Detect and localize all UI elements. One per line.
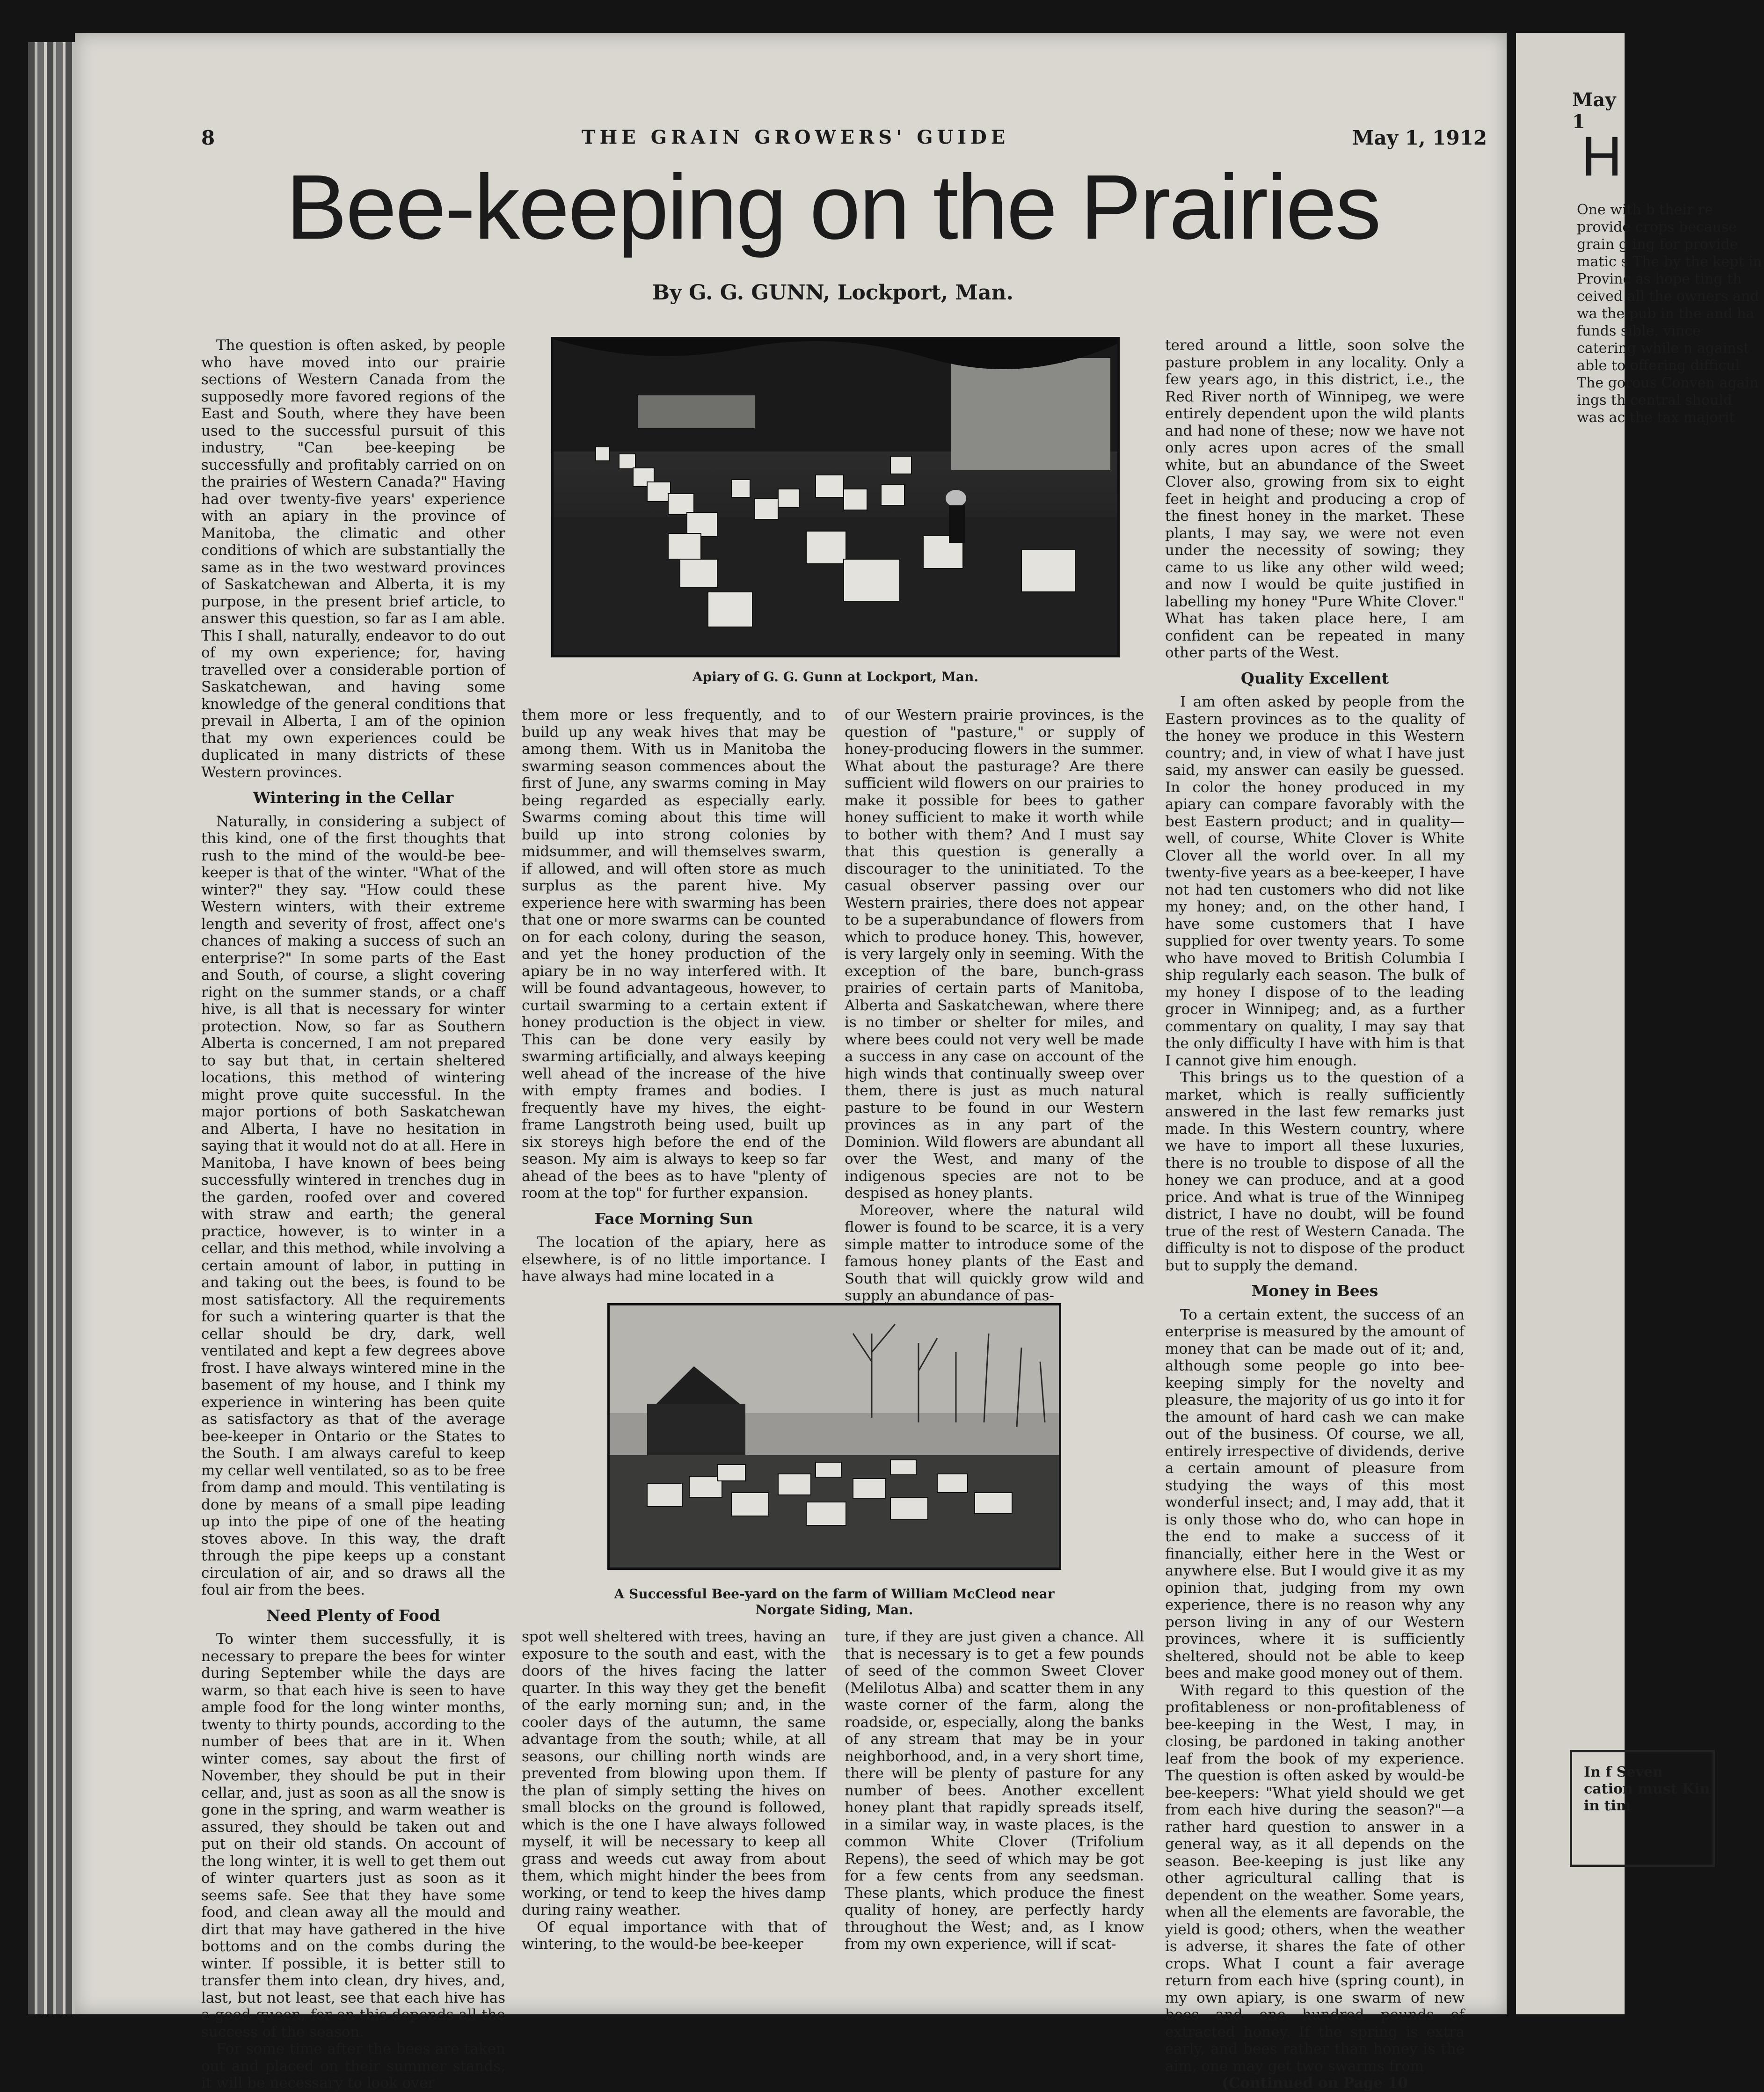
article-title: Bee-keeping on the Prairies <box>286 156 1380 258</box>
facing-page-edge <box>1516 33 1762 2014</box>
paragraph: Naturally, in considering a subject of this kind, one of the first thoughts that rush to the mind of the would-be bee-keeper is that of the winter. "What of the winter?" they say. "How could these Western winters, with their extreme length and severity of frost, affect one's chances of making a success of such an enterprise?" In some parts of the East and South, of course, a slight covering right on the summer stands, or a chaff hive, is all that is necessary for winter protection. Now, so far as Southern Alberta is concerned, I am not prepared to say but that, in certain sheltered locations, this method of wintering might prove quite successful. In the major portions of both Saskatchewan and Alberta, I have no hesitation in saying that it would not do at all. Here in Manitoba, I have known of bees being successfully wintered in trenches dug in the garden, roofed over and covered with straw and earth; the general practice, however, is to winter in a cellar, and this method, while involving a certain amount of labor, in putting in and taking out the bees, is found to be most satisfactory. All the requirements for such a wintering quarter is that the cellar should be dry, dark, well ventilated and kept a few degrees above frost. I have always wintered mine in the basement of my house, and I think my experience in wintering has been quite as satisfactory as that of the average bee-keeper in Ontario or the States to the South. I am always careful to keep my cellar well ventilated, so as to be free from damp and mould. This ventilating is done by means of a small pipe leading up into the pipe of one of the heating stoves above. In this way, the draft through the pipe keeps up a constant circulation of air, and so draws all the foul air from the bees. <box>201 813 505 1598</box>
paragraph: spot well sheltered with trees, having an exposure to the south and east, with the doors of the hives facing the latter quarter. In this way they get the benefit of the early morning sun; and, in the cooler days of the autumn, the same advantage from the south; while, at all seasons, our chilling north winds are prevented from blowing upon them. If the plan of simply setting the hives on small blocks on the ground is followed, which is the one I have always followed myself, it will be necessary to keep all grass and weeds cut away from about them, which might hinder the bees from working, or tend to keep the hives damp during rainy weather. <box>522 1628 826 1918</box>
apiary-photo-image <box>554 339 1117 655</box>
journal-title: THE GRAIN GROWERS' GUIDE <box>581 126 1010 148</box>
issue-date: May 1, 1912 <box>1352 126 1487 149</box>
page-number: 8 <box>201 126 215 149</box>
facing-page-text: One with b their re provide crops because grain g ing for provide matic s The by the kept in Provinc as hope ting th ceived all the owners and wa the pub in the and ha funds sible. vince catering while n against able to offering difficul The gorous Conven again ings th central should was ac the tax majorit <box>1577 202 1762 426</box>
paragraph: Of equal importance with that of wintering, to the would-be bee-keeper <box>522 1918 826 1953</box>
facing-page-date: May 1 <box>1572 89 1616 133</box>
article-column-2-top <box>522 707 826 1285</box>
paragraph: The location of the apiary, here as elsewhere, is of no little importance. I have always had mine located in a <box>522 1234 826 1285</box>
paragraph: them more or less frequently, and to build up any weak hives that may be among them. With us in Manitoba the swarming season commences about the first of June, any swarms coming in May being regarded as especially early. Swarms coming about this time will build up into strong colonies by midsummer, and will themselves swarm, if allowed, and will often store as much surplus as the parent hive. My experience here with swarming has been that one or more swarms can be counted on for each colony, during the season, and yet the honey production of the apiary be in no way interfered with. It will be found advantageous, however, to curtail swarming to a certain extent if honey production is the object in view. This can be done very easily by swarming artificially, and always keeping well ahead of the increase of the hive with empty frames and bodies. I frequently have my hives, the eight-frame Langstroth being used, built up six storeys high before the end of the season. My aim is always to keep so far ahead of the bees as to have "plenty of room at the top" for further expansion. <box>522 707 826 1202</box>
paragraph: ture, if they are just given a chance. All that is necessary is to get a few pounds of seed of the common Sweet Clover (Melilotus Alba) and scatter them in any waste corner of the farm, along the roadside, or, especially, along the banks of any stream that may be in your neighborhood, and, in a very short time, there will be plenty of pasture for any number of bees. Another excellent honey plant that rapidly spreads itself, in a similar way, in waste places, is the common White Clover (Trifolium Repens), the seed of which may be got for a few cents from any seedsman. These plants, which produce the finest quality of honey, are perfectly hardy throughout the West; and, as I know from my own experience, will if scat- <box>845 1628 1144 1953</box>
paragraph: This brings us to the question of a market, which is really sufficiently answered in the last few remarks just made. In this Western country, where we have to import all these luxuries, there is no trouble to dispose of all the honey we can produce, and at a good price. And what is true of the Winnipeg district, I have no doubt, will be found true of the rest of Western Canada. The difficulty is not to dispose of the product but to supply the demand. <box>1165 1069 1465 1274</box>
paragraph: I am often asked by people from the Eastern provinces as to the quality of the honey we produce in this Western country; and, in view of what I have just said, my answer can easily be guessed. In color the honey produced in my apiary can compare favorably with the best Eastern product; and in quality—well, of course, White Clover is White Clover all the world over. In all my twenty-five years as a bee-keeper, I have not had ten customers who did not like my honey; and, on the other hand, I have some customers that I have supplied for over twenty years. To some who have moved to British Columbia I ship regularly each season. The bulk of my honey I dispose of to the leading grocer in Winnipeg; and, as a further commentary on quality, I may say that the only difficulty I have with him is that I cannot give him enough. <box>1165 693 1465 1069</box>
facing-page-headline-letter: H <box>1582 125 1622 188</box>
subheading: Need Plenty of Food <box>266 1606 440 1625</box>
article-column-2-bottom <box>522 1628 826 1965</box>
subheading: Quality Excellent <box>1240 669 1389 687</box>
paragraph: To winter them successfully, it is necessary to prepare the bees for winter during September while the days are warm, so that each hive is seen to have ample food for the long winter months, twenty to thirty pounds, according to the number of bees that are in it. When winter comes, say about the first of November, they should be put in their cellar, and, just as soon as all the snow is gone in the spring, and warm weather is assured, they should be taken out and put on their old stands. On account of the long winter, it is well to get them out of winter quarters just as soon as it seems safe. See that they have some food, and clean away all the mould and dirt that may have gathered in the hive bottoms and on the combs during the winter. If possible, it is better still to transfer them into clean, dry hives, and, last, but not least, see that each hive has a good queen, for on this depends all the success of the season. <box>201 1631 505 2041</box>
bee-yard-photo <box>607 1303 1061 1570</box>
bee-yard-photo-image <box>610 1305 1059 1567</box>
subheading: Money in Bees <box>1251 1282 1378 1300</box>
facing-page-notice-text: In f Seven cation must Kin in tim <box>1584 1764 1710 1814</box>
article-byline: By G. G. GUNN, Lockport, Man. <box>652 281 1013 305</box>
paragraph: The question is often asked, by people who have moved into our prairie sections of Western Canada from the supposedly more favored regions of the East and South, where they have been used to the successful pursuit of this industry, "Can bee-keeping be successfully and profitably carried on on the prairies of Western Canada?" Having had over twenty-five years' experience with an apiary in the province of Manitoba, the climatic and other conditions of which are substantially the same as in the two westward provinces of Saskatchewan and Alberta, it is my purpose, in the present brief article, to answer this question, so far as I am able. This I shall, naturally, endeavor to do out of my own experience; for, having travelled over a considerable portion of Saskatchewan, and having some knowledge of the general conditions that prevail in Alberta, I am of the opinion that my own experiences could be duplicated in many districts of these Western provinces. <box>201 337 505 781</box>
article-column-1 <box>201 337 505 2092</box>
subheading: Wintering in the Cellar <box>253 788 454 807</box>
paragraph: of our Western prairie provinces, is the question of "pasture," or supply of honey-producing flowers in the summer. What about the pasturage? Are there sufficient wild flowers on our prairies to make it possible for bees to gather honey sufficient to make it worth while to bother with them? And I must say that this question is generally a discourager to the uninitiated. To the casual observer passing over our Western prairies, there does not appear to be a superabundance of flowers from which to produce honey. This, however, is very largely only in seeming. With the exception of the bare, bunch-grass prairies of certain parts of Manitoba, Alberta and Saskatchewan, where there is no timber or shelter for miles, and where bees could not very well be made a success in any case on account of the high winds that continually sweep over them, there is just as much natural pasture to be found in our Western provinces as in any part of the Dominion. Wild flowers are abundant all over the West, and many of the indigenous species are not to be despised as honey plants. <box>845 707 1144 1202</box>
bee-yard-photo-caption: A Successful Bee-yard on the farm of William McCleod near Norgate Siding, Man. <box>614 1586 1055 1618</box>
continued-notice: (Continued on Page 10 <box>1222 2075 1408 2092</box>
paragraph: For some time after the bees are taken out and placed on their summer stands, it will be necessary to look over <box>201 2041 505 2092</box>
article-column-3-bottom <box>845 1628 1144 1965</box>
paragraph: To a certain extent, the success of an enterprise is measured by the amount of money that can be made out of it; and, although some people go into bee-keeping simply for the novelty and pleasure, the majority of us go into it for the amount of hard cash we can make out of the business. Of course, we all, entirely irrespective of dividends, derive a certain amount of pleasure from studying the ways of this most wonderful insect; and, I may add, that it is only those who do, who can hope in the end to make a success of it financially, either here in the West or anywhere else. But I would give it as my opinion that, judging from my own experience, there is no reason why any person living in any of our Western provinces, where it is sufficiently sheltered, should not be able to keep bees and make good money out of them. <box>1165 1306 1465 1682</box>
apiary-photo <box>551 337 1120 657</box>
apiary-photo-caption: Apiary of G. G. Gunn at Lockport, Man. <box>692 669 979 685</box>
subheading: Face Morning Sun <box>594 1209 753 1228</box>
paragraph: tered around a little, soon solve the pasture problem in any locality. Only a few years ago, in this district, i.e., the Red River north of Winnipeg, we were entirely dependent upon the wild plants and had none of these; now we have not only acres upon acres of the small white, but an abundance of the Sweet Clover also, growing from six to eight feet in height and producing a crop of the finest honey in the market. These plants, I may say, we were not even under the necessity of sowing; they came to us like any other wild weed; and now I would be quite justified in labelling my honey "Pure White Clover." What has taken place here, I am confident can be repeated in many other parts of the West. <box>1165 337 1465 661</box>
paragraph: Moreover, where the natural wild flower is found to be scarce, it is a very simple matter to introduce some of the famous honey plants of the East and South that will quickly grow wild and supply an abundance of pas- <box>845 1202 1144 1304</box>
article-column-4 <box>1165 337 1465 2092</box>
paragraph: With regard to this question of the profitableness or non-profitableness of bee-keeping in the West, I may, in closing, be pardoned in taking another leaf from the book of my experience. The question is often asked by would-be bee-keepers: "What yield should we get from each hive during the season?"—a rather hard question to answer in a general way, as it all depends on the season. Bee-keeping is just like any other agricultural calling that is dependent on the weather. Some years, when all the elements are favorable, the yield is good; others, when the weather is adverse, it shares the fate of other crops. What I count a fair average return from each hive (spring count), in my own apiary, is one swarm of new bees and one hundred pounds of extracted honey. If the spring is extra early, and bees rather than honey is the aim, one may get two swarms from <box>1165 1682 1465 2075</box>
book-binding <box>28 42 75 2014</box>
article-column-3-top <box>845 707 1144 1304</box>
